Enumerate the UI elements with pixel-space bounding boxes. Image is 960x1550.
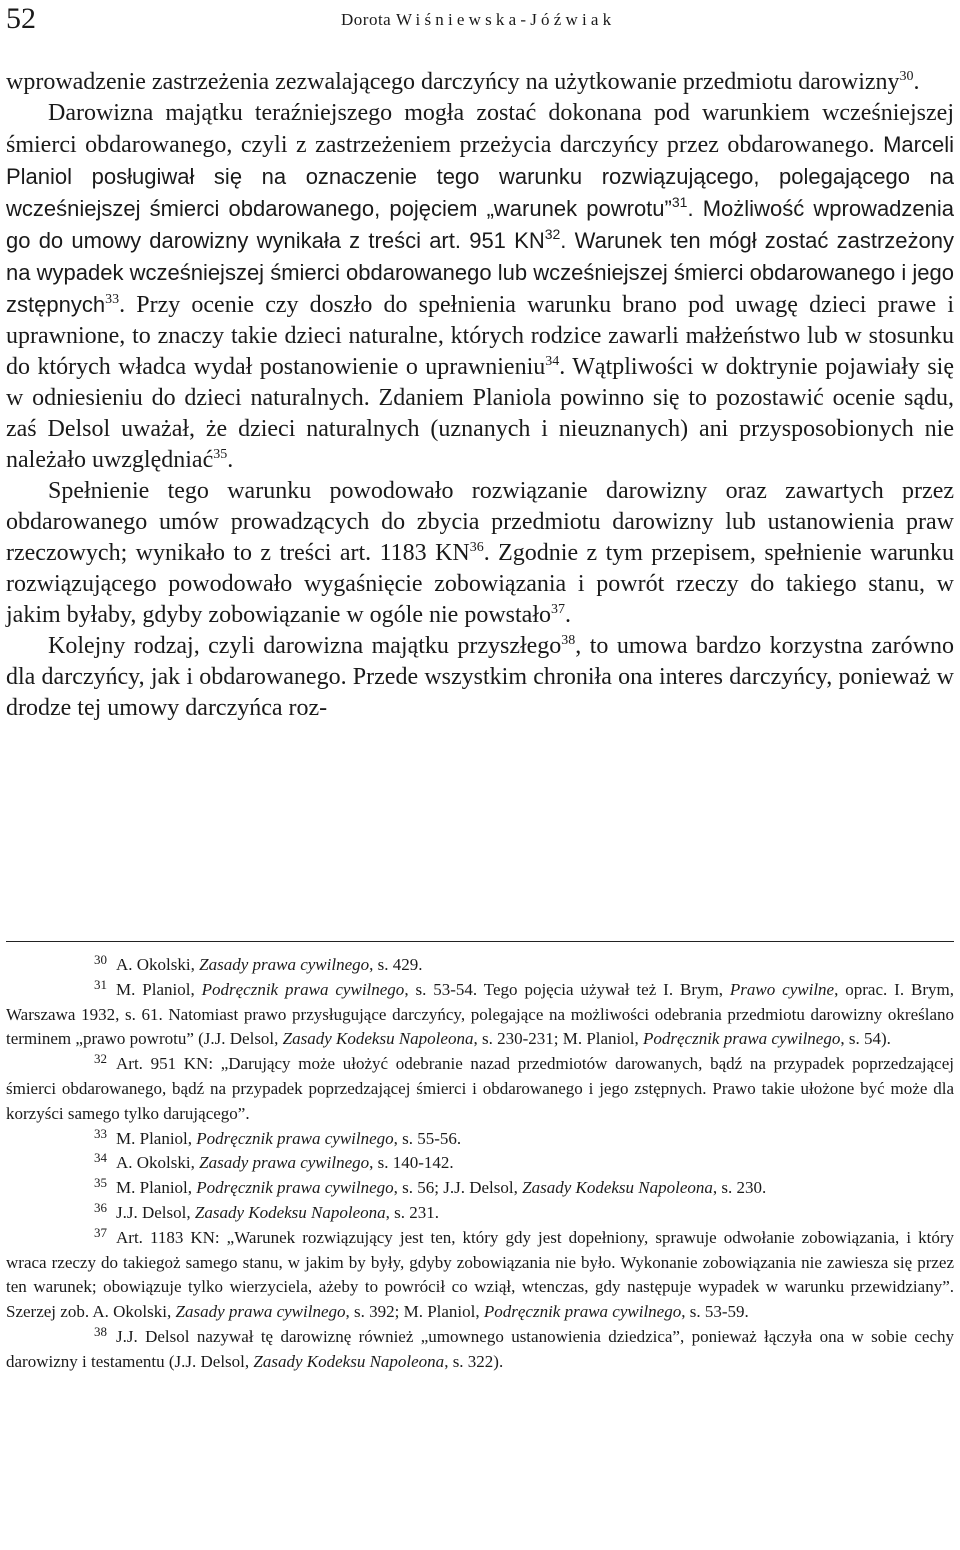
text-run: , s. 230. [712,1178,767,1198]
citation-title: Podręcznik prawa cywilnego [196,1128,394,1148]
author-first-name: Dorota [341,10,392,29]
citation-title: Zasady prawa cywilnego [175,1302,346,1322]
footnote-ref: 35 [213,447,228,462]
text-run: Spełnienie tego warunku powodowało rozwiązanie darowizny oraz zawartych przez obdarowanego umów prowadzących do zbycia przedmiotu darowizny lub ustanowienia praw rzeczowych; wynikało to z treści art. 1183 KN [6,478,954,566]
footnote-36: 36 J.J. Delsol, Zasady Kodeksu Napoleona, s. 231. [94,1199,440,1222]
text-run: M. Planiol, [116,1178,197,1198]
text-run: Art. 1183 KN: „Warunek rozwiązujący jest ten, który gdy jest dopełniony, sprawuje odwołanie zobowiązania, i który wraca rzeczy do takiegoż samego stanu, w jakim by były, gdyby zobowiązania nie było. Wykonanie zobowiązania nie zawiesza się przez ten warunek; obowiązuje tylko wierzyciela, ażeby to powrócił co wziął, wtenczas, gdy następuje wypadek w warunku przewidziany”. Szerzej zob. A. Okolski, [6,1227,954,1322]
footnote-32: 32 Art. 951 KN: „Darujący może ułożyć odebranie nazad przedmiotów darowanych, bądź na przypadek poprzedzającej śmierci obdarowanego, bądź na przypadek poprzedzającej śmierci i obdarowanego i jego zstępnych. Prawo takie ułożone być może dla korzyści samego tylko darującego”. [6,1051,954,1123]
text-run: , s. 56; J.J. Delsol, [393,1178,523,1198]
citation-title: Zasady Kodeksu Napoleona [522,1178,713,1198]
text-run: M. Planiol, [116,979,202,999]
text-run: . Wątpliwości w doktrynie pojawiały się w odniesieniu do dzieci naturalnych. Zdaniem Planiola powinno się to pozostawić ocenie sądu, zaś Delsol uważał, że dzieci naturalnych (uznanych i nieuznanych) ani przysposobionych nie należało uwzględniać [6,354,954,473]
footnote-31: 31 M. Planiol, Podręcznik prawa cywilnego, s. 53-54. Tego pojęcia używał też I. Brym, Prawo cywilne, oprac. I. Brym, Warszawa 1932, s. 61. Natomiast prawo przysługujące darczyńcy, polegające na możliwości odebrania przedmiotu darowizny określano terminem „prawo powrotu” (J.J. Delsol, Zasady Kodeksu Napoleona, s. 230-231; M. Planiol, Podręcznik prawa cywilnego, s. 54). [6,976,954,1049]
text-run: . Zgodnie z tym przepisem, spełnienie warunku rozwiązującego powodowało wygaśnięcie zobowiązania i powrót rzeczy do takiego stanu, w jakim byłaby, gdyby zobowiązanie w ogóle nie powstało [6,540,955,628]
text-run: Marceli Planiol posługiwał się na oznaczenie tego warunku rozwiązującego, polegającego na wcześniejszej śmierci obdarowanego, pojęciem „warunek powrotu” [6,132,954,221]
text-run: , oprac. I. Brym, Warszawa 1932, s. 61. Natomiast prawo przysługujące darczyńcy, polegające na możliwości odebrania przedmiotu darowizny określano terminem „prawo powrotu” (J.J. Delsol, [6,979,954,1049]
citation-title: Zasady Kodeksu Napoleona [194,1202,386,1222]
footnote-ref: 33 [105,292,120,307]
footnote-ref: 34 [545,354,560,369]
text-run: . [564,602,571,628]
text-run: J.J. Delsol nazywał tę darowiznę również „umownego ustanowienia dziedzica”, ponieważ łączyła ona w sobie cechy darowizny i testamentu (J.J. Delsol, [6,1326,954,1371]
footnote-35: 35 M. Planiol, Podręcznik prawa cywilnego, s. 56; J.J. Delsol, Zasady Kodeksu Napoleona, s. 230. [94,1175,767,1198]
footnote-34: 34 A. Okolski, Zasady prawa cywilnego, s. 140-142. [94,1150,454,1173]
footnote-separator [6,941,954,942]
citation-title: Zasady prawa cywilnego [199,955,370,974]
text-run: , s. 230-231; M. Planiol, [473,1029,643,1049]
text-run: A. Okolski, [116,955,200,974]
running-title [341,10,615,30]
text-run: M. Planiol, [116,1128,197,1148]
text-run: . [227,447,234,473]
text-run: . Warunek ten mógł zostać zastrzeżony na wypadek wcześniejszej śmierci obdarowanego lub wcześniejszej śmierci obdarowanego i jego zstępnych [6,228,954,317]
footnote-ref: 30 [899,69,914,84]
text-run: A. Okolski, [116,1153,200,1173]
running-header [6,2,954,36]
citation-title: Podręcznik prawa cywilnego [201,979,405,999]
paragraph-4 [6,631,954,724]
text-run: , s. 53-54. Tego pojęcia używał też I. Brym, [404,979,730,999]
citation-title: Prawo cywilne [729,979,835,999]
citation-title: Podręcznik prawa cywilnego [643,1029,841,1049]
footnote-38: 38 J.J. Delsol nazywał tę darowiznę również „umownego ustanowienia dziedzica”, ponieważ łączyła ona w sobie cechy darowizny i testamentu (J.J. Delsol, Zasady Kodeksu Napoleona, s. 322). [6,1323,954,1371]
text-run: , s. 54). [840,1029,891,1049]
document-page [6,0,954,1550]
footnote-ref: 38 [561,633,576,648]
text-run: , s. 392; M. Planiol, [345,1302,484,1322]
text-run: Kolejny rodzaj, czyli darowizna majątku przyszłego [48,633,562,659]
author-last-name: Wiśniewska-Jóźwiak [395,10,616,29]
footnotes [6,953,954,1375]
footnote-ref: 32 [544,226,561,242]
citation-title: Zasady Kodeksu Napoleona [253,1351,445,1371]
footnote-33: 33 M. Planiol, Podręcznik prawa cywilnego, s. 55-56. [94,1125,462,1148]
page-number: 52 [6,2,36,35]
text-run: . Przy ocenie czy doszło do spełnienia warunku brano pod uwagę dzieci prawe i uprawnione, to znaczy takie dzieci naturalne, których rodzice zawarli małżeństwo lub w stosunku do których władca wydał postanowienie o uprawnieniu [6,292,954,380]
text-run: J.J. Delsol, [116,1202,195,1222]
footnote-ref: 37 [550,602,565,617]
text-run: , s. 231. [385,1202,440,1222]
citation-title: Podręcznik prawa cywilnego [196,1178,394,1198]
text-run: Darowizna majątku teraźniejszego mogła zostać dokonana pod warunkiem wcześniejszej śmierci obdarowanego, czyli z zastrzeżeniem przeżycia darczyńcy przez obdarowanego. [6,100,954,158]
text-run: , s. 53-59. [681,1302,749,1322]
text-run: . [913,69,920,95]
text-run: Art. 951 KN: „Darujący może ułożyć odebranie nazad przedmiotów darowanych, bądź na przypadek poprzedzającej śmierci obdarowanego, bądź na przypadek poprzedzającej śmierci i obdarowanego i jego zstępnych. Prawo takie ułożone być może dla korzyści samego tylko darującego”. [6,1054,954,1123]
citation-title: Podręcznik prawa cywilnego [483,1302,682,1322]
citation-title: Zasady Kodeksu Napoleona [282,1029,474,1049]
text-run: . Możliwość wprowadzenia go do umowy darowizny wynikała z treści art. 951 KN [6,196,955,253]
paragraph-3 [6,476,954,631]
paragraph-2 [6,98,954,476]
paragraph-1 [6,67,954,98]
text-run: , s. 55-56. [393,1128,462,1148]
footnote-ref: 31 [671,194,688,210]
footnote-ref: 36 [469,540,484,555]
text-run: , s. 140-142. [369,1153,454,1173]
text-run: , s. 322). [444,1351,504,1371]
text-run: , s. 429. [369,955,423,974]
text-run: wprowadzenie zastrzeżenia zezwalającego darczyńcy na użytkowanie przedmiotu darowizny [6,69,900,95]
body-text [6,67,954,724]
text-run-sans [6,132,954,317]
citation-title: Zasady prawa cywilnego [199,1153,370,1173]
footnote-30: 30 A. Okolski, Zasady prawa cywilnego, s. 429. [94,952,423,974]
text-run: , to umowa bardzo korzystna zarówno dla darczyńcy, jak i obdarowanego. Przede wszystkim chroniła ona interes darczyńcy, ponieważ w drodze tej umowy darczyńca roz- [6,633,954,721]
footnote-37: 37 Art. 1183 KN: „Warunek rozwiązujący jest ten, który gdy jest dopełniony, sprawuje odwołanie zobowiązania, i który wraca rzeczy do takiegoż samego stanu, w jakim by były, gdyby zobowiązania nie było. Wykonanie zobowiązania nie zawiesza się przez ten warunek; obowiązuje tylko wierzyciela, ażeby to powrócił co wziął, wtenczas, gdy następuje wypadek w warunku przewidziany”. Szerzej zob. A. Okolski, Zasady prawa cywilnego, s. 392; M. Planiol, Podręcznik prawa cywilnego, s. 53-59. [6,1224,954,1322]
